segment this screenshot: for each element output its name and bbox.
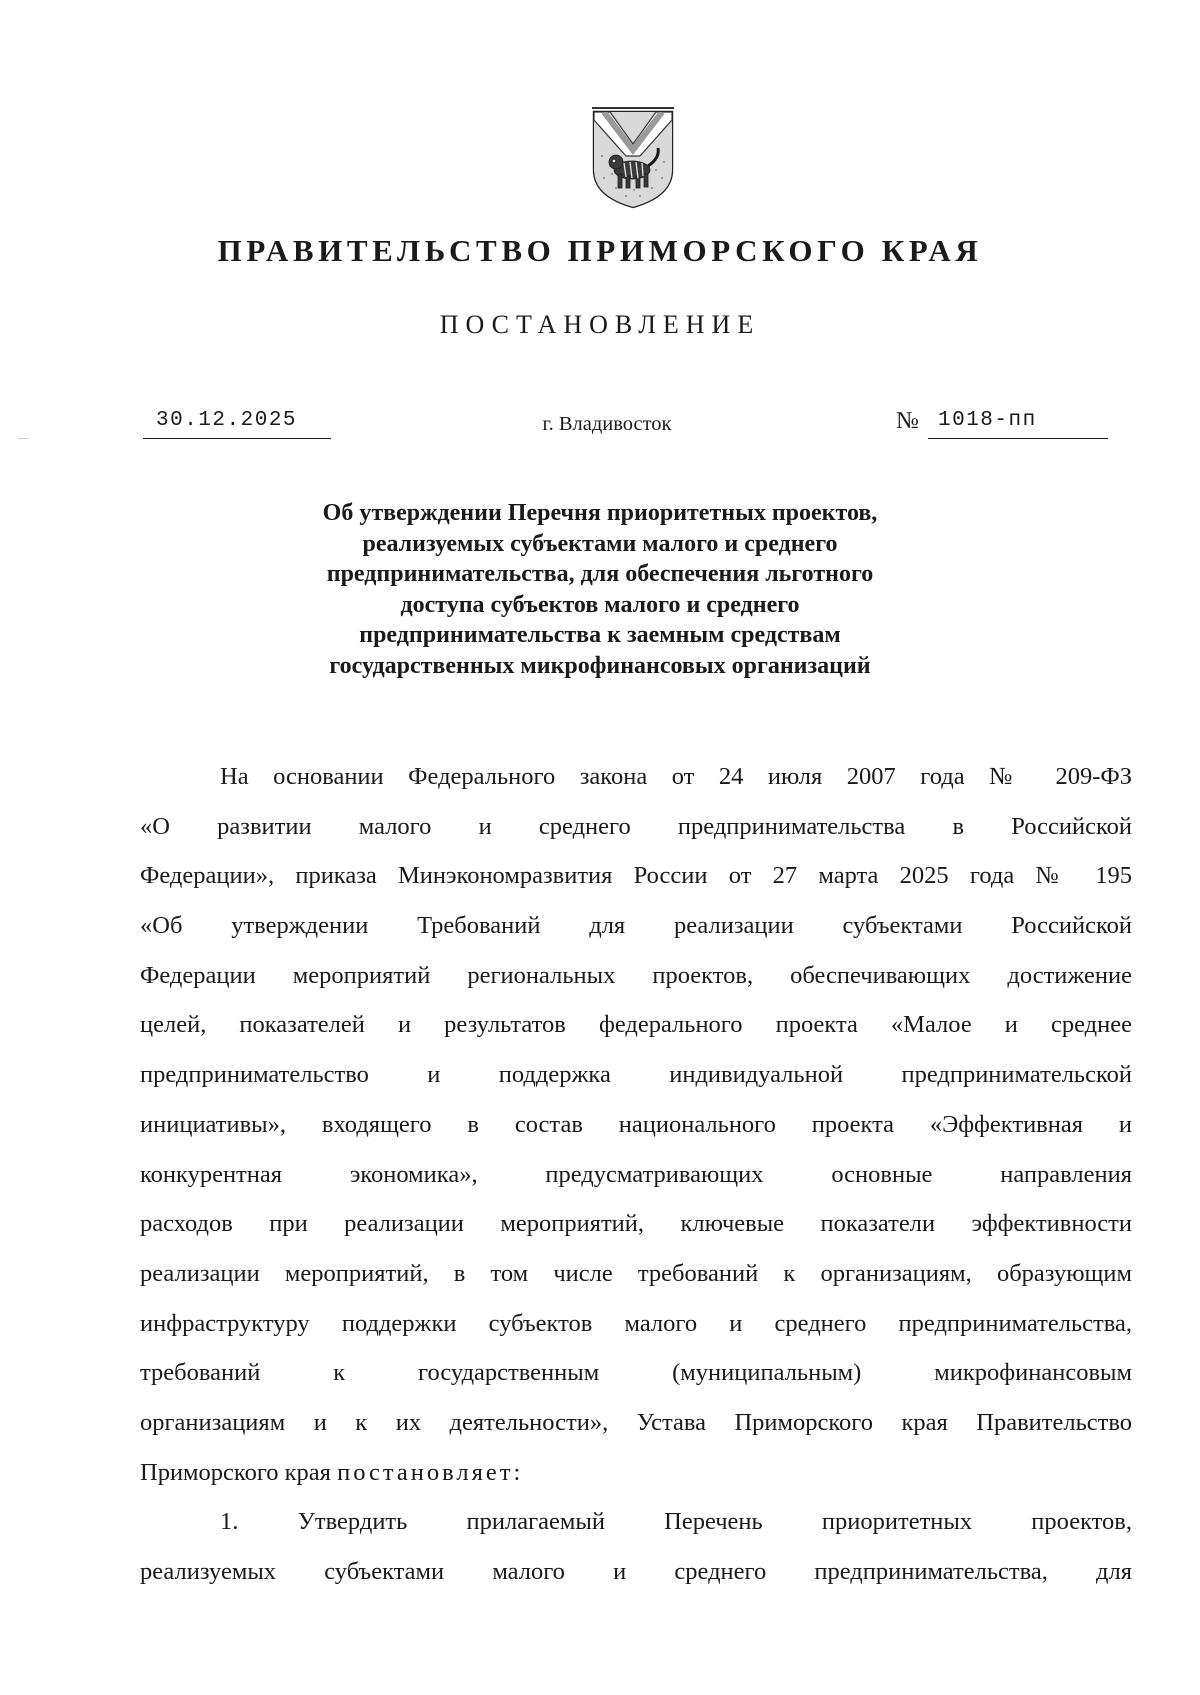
body-line: требований к государственным (муниципальным) микрофинансовым	[140, 1359, 1132, 1387]
body-line: Федерации», приказа Минэкономразвития России от 27 марта 2025 года № 195	[140, 862, 1132, 890]
coat-of-arms-icon	[590, 104, 676, 210]
subject-line: реализуемых субъектами малого и среднего	[362, 530, 838, 557]
document-subject	[140, 498, 1060, 681]
body-line: «Об утверждении Требований для реализации субъектами Российской	[140, 912, 1132, 940]
body-line: реализации мероприятий, в том числе требований к организациям, образующим	[140, 1259, 1132, 1287]
resolve-word: постановляет:	[337, 1458, 524, 1486]
document-number: 1018-пп	[938, 409, 1037, 432]
number-sign: №	[896, 408, 919, 434]
scan-artifact	[18, 438, 28, 439]
number-field	[928, 406, 1108, 439]
document-date: 30.12.2025	[156, 409, 298, 432]
body-line: Федерации мероприятий региональных проектов, обеспечивающих достижение	[140, 961, 1132, 989]
body-line: На основании Федерального закона от 24 июля 2007 года № 209-ФЗ	[220, 763, 1132, 790]
item-line: 1. Утвердить прилагаемый Перечень приоритетных проектов,	[220, 1508, 1132, 1536]
resolve-prefix: Приморского края	[140, 1458, 331, 1486]
body-line: инициативы», входящего в состав национального проекта «Эффективная и	[140, 1110, 1132, 1138]
document-body	[140, 759, 1132, 1604]
subject-line: предпринимательства, для обеспечения льготного	[326, 561, 874, 587]
body-line: расходов при реализации мероприятий, ключевые показатели эффективности	[140, 1210, 1132, 1238]
body-line: «О развитии малого и среднего предпринимательства в Российской	[140, 812, 1132, 840]
subject-line: Об утверждении Перечня приоритетных проектов,	[322, 500, 878, 526]
body-line: предпринимательство и поддержка индивидуальной предпринимательской	[140, 1061, 1132, 1089]
city: г. Владивосток	[542, 413, 672, 435]
body-line: инфраструктуру поддержки субъектов малого и среднего предпринимательства,	[140, 1309, 1132, 1337]
body-line: организациям и к их деятельности», Устава Приморского края Правительство	[140, 1408, 1132, 1436]
subject-line: государственных микрофинансовых организаций	[329, 652, 871, 679]
body-line: целей, показателей и результатов федерального проекта «Малое и среднее	[140, 1011, 1132, 1039]
body-line: конкурентная экономика», предусматривающих основные направления	[140, 1160, 1132, 1188]
government-title: ПРАВИТЕЛЬСТВО ПРИМОРСКОГО КРАЯ	[217, 233, 983, 268]
item-line: реализуемых субъектами малого и среднего предпринимательства, для	[140, 1558, 1132, 1585]
subject-line: предпринимательства к заемным средствам	[359, 622, 841, 648]
resolve-line	[140, 1455, 1132, 1505]
document-type: ПОСТАНОВЛЕНИЕ	[439, 310, 761, 339]
subject-line: доступа субъектов малого и среднего	[400, 591, 800, 618]
